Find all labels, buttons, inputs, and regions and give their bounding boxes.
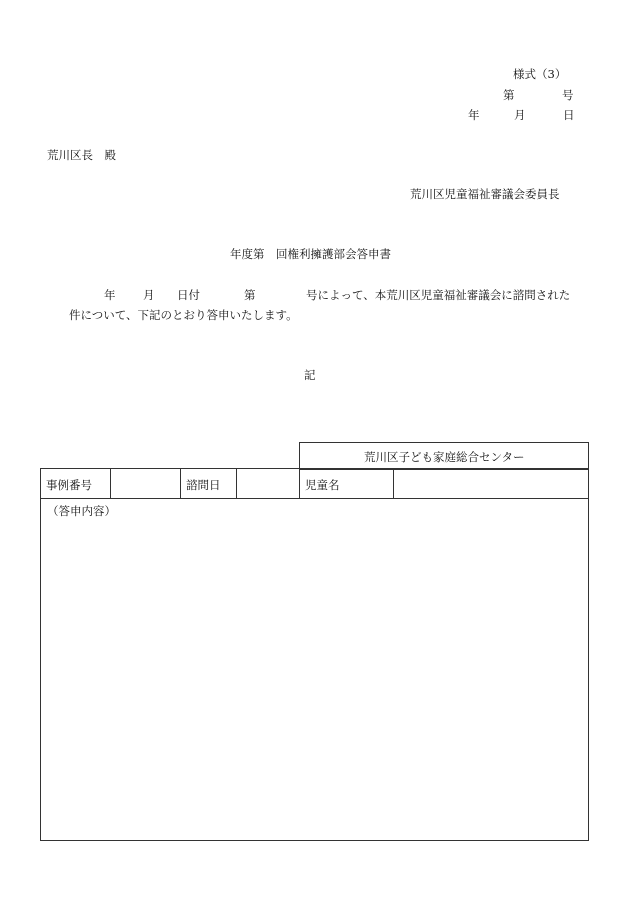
consult-date-label: 諮問日: [186, 478, 221, 492]
col-divider: [180, 468, 181, 499]
sender: 荒川区児童福祉審議会委員長: [410, 187, 560, 201]
document-number-dai: 第: [503, 88, 515, 102]
body-date-suffix: 日付: [177, 288, 200, 302]
col-divider: [299, 468, 300, 499]
row-divider: [40, 498, 588, 499]
col-divider: [236, 468, 237, 499]
case-number-label: 事例番号: [46, 478, 92, 492]
col-divider: [393, 468, 394, 499]
addressee: 荒川区長 殿: [47, 148, 116, 162]
document-title: 年度第 回権利擁護部会答申書: [230, 247, 391, 261]
ki-heading: 記: [304, 368, 316, 382]
body-line2: 件について、下記のとおり答申いたします。: [69, 308, 298, 322]
content-value[interactable]: [52, 525, 572, 825]
date-day: 日: [563, 108, 575, 122]
date-year: 年: [468, 108, 480, 122]
content-label: （答申内容）: [47, 504, 116, 518]
date-month: 月: [514, 108, 526, 122]
child-name-label: 児童名: [305, 478, 340, 492]
col-divider: [110, 468, 111, 499]
body-year: 年: [104, 288, 116, 302]
form-number-label: 様式（3）: [513, 67, 567, 81]
document-number-go: 号: [562, 88, 574, 102]
center-name: 荒川区子ども家庭総合センター: [364, 450, 525, 464]
body-line1-rest: 号によって、本荒川区児童福祉審議会に諮問された: [306, 288, 571, 302]
body-dai: 第: [244, 288, 256, 302]
body-month: 月: [143, 288, 155, 302]
